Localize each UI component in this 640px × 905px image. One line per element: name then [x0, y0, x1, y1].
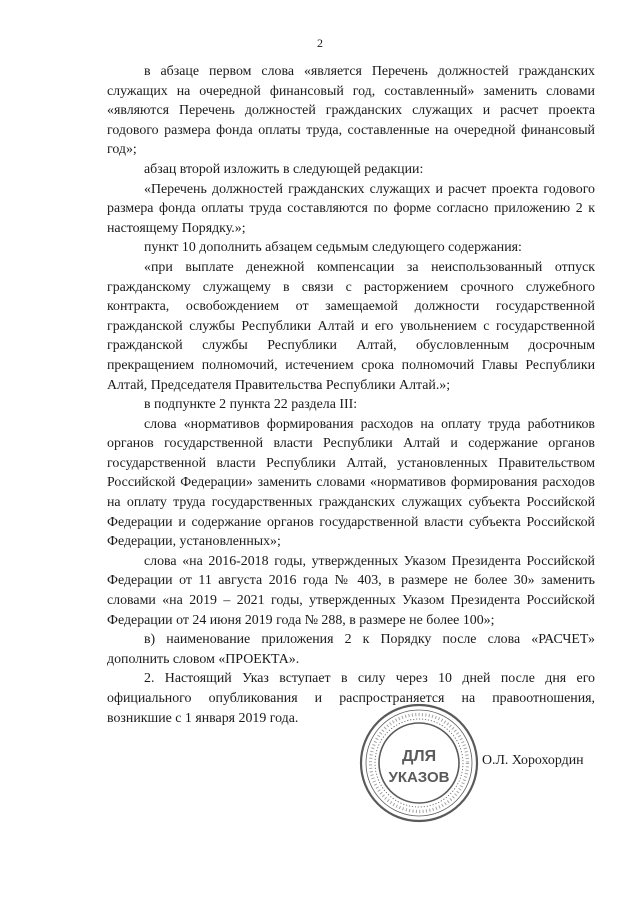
paragraph: «при выплате денежной компенсации за неиспользованный отпуск гражданскому служащему в связи с расторжением срочного служебного контракта, освобождением от замещаемой должности государственной гражданской службы Республики Алтай и его увольнением с государственной гражданской службы Республики Алтай, обусловленным досрочным прекращением полномочий, истечением срока полномочий Главы Республики Алтай, Председателя Правительства Республики Алтай.»; — [107, 259, 595, 393]
paragraph: в абзаце первом слова «является Перечень должностей гражданских служащих на очередной финансовый год, составленный» заменить словами «являются Перечень должностей гражданских служащих и расчет проекта годового размера фонда оплаты труда, составленные на очередной финансовый год»; — [107, 64, 595, 158]
paragraph: слова «на 2016-2018 годы, утвержденных Указом Президента Российской Федерации от 11 августа 2016 года № 403, в размере не более 30» заменить словами «на 2019 – 2021 годы, утвержденных Указом Президента Российской Федерации от 24 июня 2019 года № 288, в размере не более 100»; — [107, 553, 595, 628]
paragraph: в) наименование приложения 2 к Порядку после слова «РАСЧЕТ» дополнить словом «ПРОЕКТА». — [107, 632, 595, 667]
paragraph: слова «нормативов формирования расходов на оплату труда работников органов государственной власти Республики Алтай и содержание органов государственной власти Республики Алтай, установленных Правительством Российской Федерации» заменить словами «нормативов формирования расходов на оплату труда государственных гражданских служащих субъекта Российской Федерации и содержание органов государственной власти субъекта Российской Федерации, установленных»; — [107, 416, 595, 550]
signatory-name: О.Л. Хорохордин — [482, 753, 584, 768]
seal-text-line1: ДЛЯ — [401, 748, 437, 765]
official-seal-stamp — [358, 702, 480, 824]
page-number: 2 — [317, 36, 323, 50]
paragraph: в подпункте 2 пункта 22 раздела III: — [144, 397, 358, 413]
seal-text-line2: УКАЗОВ — [388, 769, 450, 786]
paragraph: пункт 10 дополнить абзацем седьмым следующего содержания: — [144, 240, 522, 256]
paragraph: абзац второй изложить в следующей редакции: — [144, 161, 424, 177]
paragraph: «Перечень должностей гражданских служащих и расчет проекта годового размера фонда оплаты труда составляются по форме согласно приложению 2 к настоящему Порядку.»; — [107, 181, 595, 236]
paragraph: 2. Настоящий Указ вступает в силу через 10 дней после дня его официального опубликования и распространяется на правоотношения, возникшие с 1 января 2019 года. — [107, 671, 595, 726]
document-body — [107, 62, 595, 728]
